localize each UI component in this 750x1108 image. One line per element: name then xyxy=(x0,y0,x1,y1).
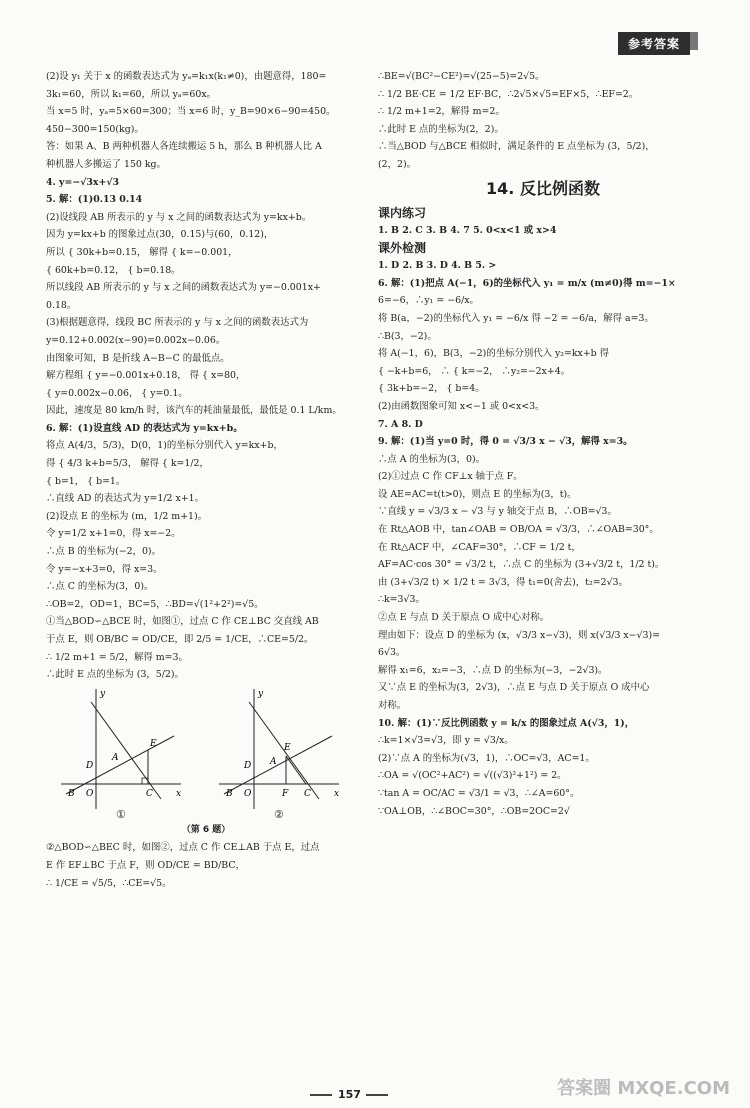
fig1-label-d: D xyxy=(86,760,94,771)
header-tab-decoration xyxy=(690,32,698,50)
answer-line: ∴当△BOD 与△BCE 相似时，满足条件的 E 点坐标为 (3，5/2)， xyxy=(378,141,655,153)
answer-line: 将 A(−1，6)，B(3，−2)的坐标分别代入 y₂=kx+b 得 xyxy=(378,348,610,360)
answer-line: (2)设线段 AB 所表示的 y 与 x 之间的函数表达式为 y=kx+b。 xyxy=(46,211,312,223)
answer-line: { 60k+b=0.12， { b=0.18。 xyxy=(46,264,181,276)
answer-line: ∴BE=√(BC²−CE²)=√(25−5)=2√5。 xyxy=(378,71,545,82)
answer-line: 4. y=−√3x+√3 xyxy=(46,176,120,188)
answer-line: 在 Rt△ACF 中，∠CAF=30°，∴CF = 1/2 t， xyxy=(378,541,581,553)
answer-line: (2，2)。 xyxy=(378,158,416,170)
fig1-label-c: C xyxy=(146,788,153,799)
answer-line: ∴ 1/2 m+1 = 5/2，解得 m=3。 xyxy=(46,651,188,663)
right-rest-lines xyxy=(378,275,708,820)
answer-line: ∴点 A 的坐标为(3，0)。 xyxy=(378,453,485,465)
answer-line: 由图象可知，B 是折线 A−B−C 的最低点。 xyxy=(46,352,230,364)
page-number-deco-left xyxy=(310,1094,332,1096)
fig2-label-y: y xyxy=(258,688,264,699)
answer-line: 令 y=1/2 x+1=0，得 x=−2。 xyxy=(46,528,181,540)
page-number-deco-right xyxy=(366,1094,388,1096)
left-tail-lines xyxy=(46,839,366,892)
figure-1 xyxy=(56,684,186,814)
answer-line: 7. A 8. D xyxy=(378,418,423,430)
answer-line: 6=−6，∴y₁ = −6/x。 xyxy=(378,295,479,307)
figure-caption: （第 6 题） xyxy=(181,824,231,835)
answer-line: ②△BOD∽△BEC 时，如图②，过点 C 作 CE⊥AB 于点 E，过点 xyxy=(46,842,320,854)
fig1-label-x: x xyxy=(176,788,182,799)
fig2-line-ab xyxy=(224,736,332,794)
answer-line: { −k+b=6， ∴ { k=−2， ∴y₂=−2x+4。 xyxy=(378,365,571,377)
answer-line: 6. 解：(1)设直线 AD 的表达式为 y=kx+b。 xyxy=(46,422,243,434)
fig2-label-e: E xyxy=(284,742,291,753)
figure-2-number: ② xyxy=(274,807,284,821)
answer-line: 于点 E，则 OB/BC = OD/CE，即 2/5 = 1/CE，∴CE=5/2。 xyxy=(46,634,314,645)
header-answer-tab: 参考答案 xyxy=(618,32,690,55)
answer-line: 由 (3+√3/2 t) × 1/2 t = 3√3，得 t₁=0(舍去)，t₂=2√3。 xyxy=(378,576,628,588)
answer-line: 解方程组 { y=−0.001x+0.18， 得 { x=80， xyxy=(46,370,246,382)
answer-line: 得 { 4/3 k+b=5/3， 解得 { k=1/2， xyxy=(46,458,209,470)
answer-line: 因为 y=kx+b 的图象过点(30，0.15)与(60，0.12)， xyxy=(46,229,274,241)
answer-line: 6√3。 xyxy=(378,647,406,659)
fig2-label-o: O xyxy=(244,788,252,799)
left-answer-lines xyxy=(46,68,366,684)
answer-line: 当 x=5 时，yₐ=5×60=300；当 x=6 时，y_B=90×6−90=450。 xyxy=(46,106,336,118)
answer-line: 又∵点 E 的坐标为(3，2√3)，∴点 E 与点 D 关于原点 O 成中心 xyxy=(378,682,650,694)
answer-line: 450−300=150(kg)。 xyxy=(46,123,144,135)
answer-line: (2)设 y₁ 关于 x 的函数表达式为 yₐ=k₁x(k₁≠0)，由题意得，180= xyxy=(46,71,327,82)
answer-line: 0.18。 xyxy=(46,299,77,311)
fig2-label-b: B xyxy=(226,788,233,799)
answer-line: ∴k=1×√3=√3，即 y = √3/x。 xyxy=(378,735,514,747)
answer-line: ∴B(3，−2)。 xyxy=(378,330,437,342)
page-number: 157 xyxy=(338,1088,361,1101)
fig1-label-y: y xyxy=(100,688,106,699)
fig2-label-f: F xyxy=(282,788,289,799)
fig1-label-b: B xyxy=(68,788,75,799)
answer-line: ①当△BOD∽△BCE 时，如图①，过点 C 作 CE⊥BC 交直线 AB xyxy=(46,616,319,628)
answer-line: y=0.12+0.002(x−90)=0.002x−0.06。 xyxy=(46,334,226,346)
right-column xyxy=(378,68,708,820)
answer-line: ∵tan A = OC/AC = √3/1 = √3，∴∠A=60°。 xyxy=(378,787,580,799)
answer-line: ∴此时 E 点的坐标为 (3，5/2)。 xyxy=(46,669,184,681)
answer-line: ∴OA = √(OC²+AC²) = √((√3)²+1²) = 2。 xyxy=(378,770,567,782)
left-column xyxy=(46,68,366,892)
answer-line: 种机器人多搬运了 150 kg。 xyxy=(46,158,166,170)
answer-line: 答：如果 A、B 两种机器人各连续搬运 5 h，那么 B 种机器人比 A xyxy=(46,141,322,153)
answer-line: 对称。 xyxy=(378,700,407,711)
watermark: 答案圈 MXQE.COM xyxy=(557,1078,730,1099)
answer-line: ∴ 1/2 m+1=2，解得 m=2。 xyxy=(378,106,505,118)
answer-line: (2)由函数图象可知 x<−1 或 0<x<3。 xyxy=(378,400,545,412)
in-class-title: 课内练习 xyxy=(378,205,427,220)
fig2-label-a: A xyxy=(270,756,277,767)
answer-line: ∴直线 AD 的表达式为 y=1/2 x+1。 xyxy=(46,493,204,505)
answer-line: ∵OA⊥OB，∴∠BOC=30°，∴OB=2OC=2√ xyxy=(378,805,570,817)
fig1-label-a: A xyxy=(112,752,119,763)
answer-line: ∴k=3√3。 xyxy=(378,594,425,606)
fig2-line-ce xyxy=(286,756,306,784)
answer-line: 所以线段 AB 所表示的 y 与 x 之间的函数表达式为 y=−0.001x+ xyxy=(46,282,321,294)
answer-line: 3k₁=60，所以 k₁=60，所以 yₐ=60x。 xyxy=(46,88,216,100)
fig2-label-c: C xyxy=(304,788,311,799)
answer-line: ∴ 1/CE = √5/5，∴CE=√5。 xyxy=(46,877,172,889)
right-answer-lines xyxy=(378,68,708,174)
answer-line: 9. 解：(1)当 y=0 时，得 0 = √3/3 x − √3，解得 x=3。 xyxy=(378,436,633,448)
answer-line: 6. 解：(1)把点 A(−1，6)的坐标代入 y₁ = m/x (m≠0)得 m=−1× xyxy=(378,277,676,289)
fig1-label-e: E xyxy=(150,738,157,749)
answer-line: ②点 E 与点 D 关于原点 O 成中心对称。 xyxy=(378,612,550,624)
answer-line: ∴点 B 的坐标为(−2，0)。 xyxy=(46,546,161,558)
section-title: 14. 反比例函数 xyxy=(486,178,600,198)
answer-line: ∴ 1/2 BE·CE = 1/2 EF·BC，∴2√5×√5=EF×5，∴EF=2。 xyxy=(378,88,639,100)
answer-line: ∵直线 y = √3/3 x − √3 与 y 轴交于点 B，∴OB=√3。 xyxy=(378,506,617,518)
figure-2 xyxy=(214,684,344,814)
answer-line: (2)设点 E 的坐标为 (m，1/2 m+1)。 xyxy=(46,510,208,522)
answer-line: 10. 解：(1)∵反比例函数 y = k/x 的图象过点 A(√3，1)， xyxy=(378,717,635,729)
answer-line: (2)①过点 C 作 CF⊥x 轴于点 F。 xyxy=(378,471,523,483)
answer-line: (3)根据题意得，线段 BC 所表示的 y 与 x 之间的函数表达式为 xyxy=(46,317,309,329)
answer-line: 所以 { 30k+b=0.15， 解得 { k=−0.001， xyxy=(46,246,238,258)
answer-line: ∴点 C 的坐标为(3，0)。 xyxy=(46,581,154,593)
answer-line: ∴OB=2，OD=1，BC=5，∴BD=√(1²+2²)=√5。 xyxy=(46,598,264,610)
answer-line: 令 y=−x+3=0，得 x=3。 xyxy=(46,563,163,575)
figure-area xyxy=(46,684,366,822)
answer-line: 解得 x₁=6，x₂=−3，∴点 D 的坐标为(−3，−2√3)。 xyxy=(378,664,608,676)
answer-line: 理由如下：设点 D 的坐标为 (x，√3/3 x−√3)，则 x(√3/3 x−√3)= xyxy=(378,629,660,641)
answer-line: AF=AC·cos 30° = √3/2 t，∴点 C 的坐标为 (3+√3/2 t，1/2 t)。 xyxy=(378,559,665,571)
answer-line: E 作 EF⊥BC 于点 F，则 OD/CE = BD/BC， xyxy=(46,859,245,871)
answer-line: (2)∵点 A 的坐标为(√3，1)，∴OC=√3，AC=1。 xyxy=(378,752,595,764)
after-class-title: 课外检测 xyxy=(378,241,427,256)
answer-line: 设 AE=AC=t(t>0)，则点 E 的坐标为(3，t)。 xyxy=(378,488,577,500)
figure-1-number: ① xyxy=(116,807,126,821)
after-class-answers: 1. D 2. B 3. D 4. B 5. > xyxy=(378,260,497,272)
answer-line: 将 B(a，−2)的坐标代入 y₁ = −6/x 得 −2 = −6/a，解得 a=3。 xyxy=(378,312,654,324)
answer-line: 将点 A(4/3，5/3)，D(0，1)的坐标分别代入 y=kx+b， xyxy=(46,440,283,452)
answer-line: ∴此时 E 点的坐标为(2，2)。 xyxy=(378,123,504,135)
fig2-label-d: D xyxy=(244,760,252,771)
answer-line: 5. 解：(1)0.13 0.14 xyxy=(46,194,143,206)
answer-line: { y=0.002x−0.06， { y=0.1。 xyxy=(46,387,188,399)
answer-line: 因此，速度是 80 km/h 时，该汽车的耗油量最低，最低是 0.1 L/km。 xyxy=(46,405,342,417)
answer-line: { 3k+b=−2， { b=4。 xyxy=(378,383,485,395)
in-class-answers: 1. B 2. C 3. B 4. 7 5. 0<x<1 或 x>4 xyxy=(378,224,557,236)
fig1-line-ab xyxy=(66,736,174,794)
answer-line: 在 Rt△AOB 中，tan∠OAB = OB/OA = √3/3，∴∠OAB=30°。 xyxy=(378,524,659,536)
answer-line: { b=1， { b=1。 xyxy=(46,475,126,487)
fig2-label-x: x xyxy=(334,788,340,799)
fig1-label-o: O xyxy=(86,788,94,799)
